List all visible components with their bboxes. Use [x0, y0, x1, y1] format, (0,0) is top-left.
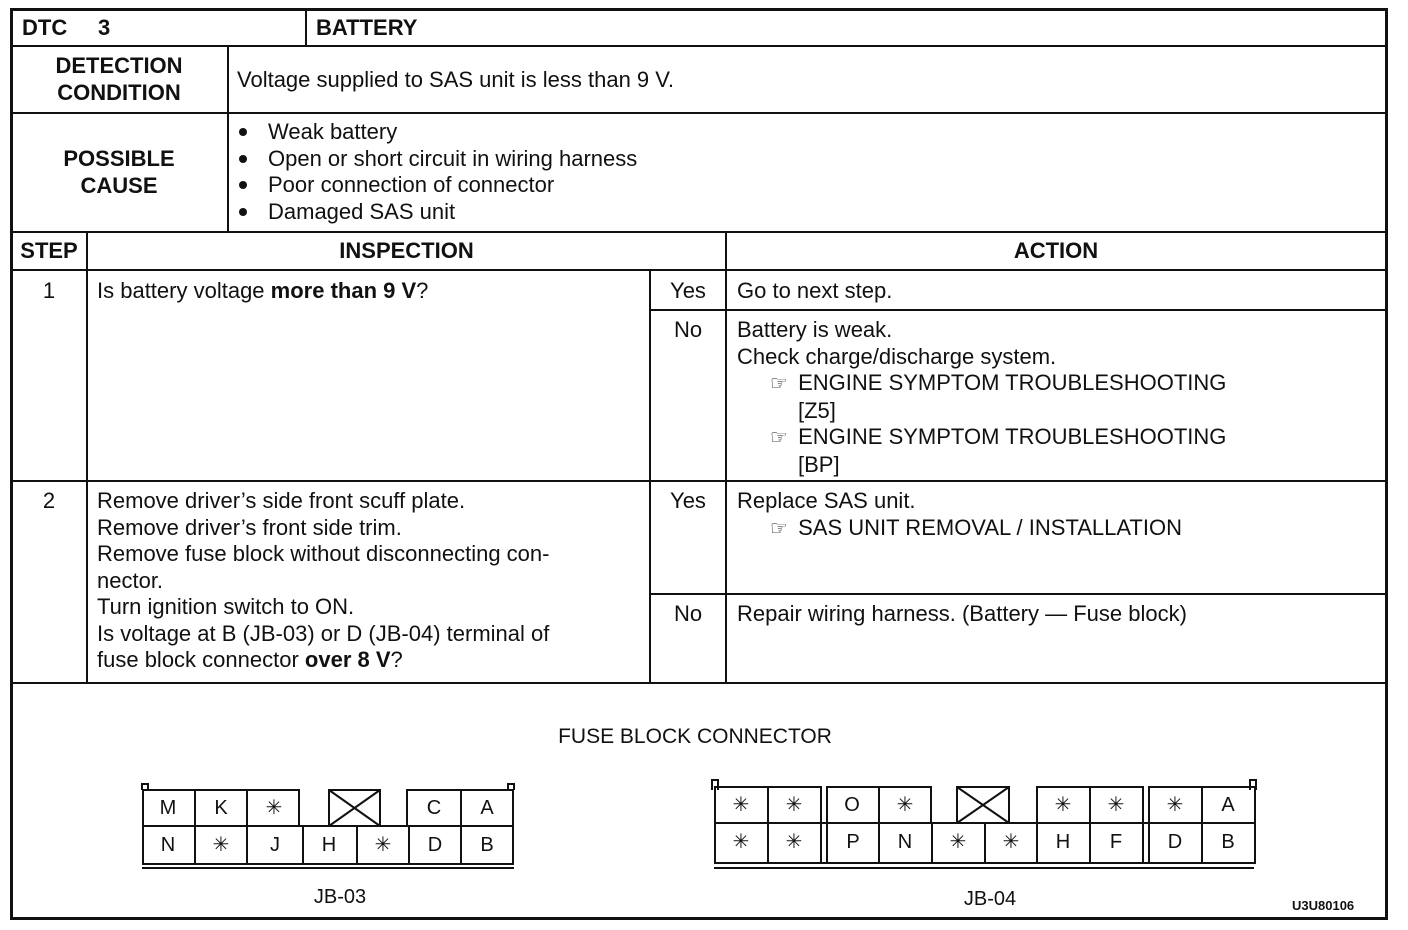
pointing-hand-icon: ☞ — [770, 517, 788, 540]
step-number: 1 — [42, 278, 56, 303]
pin-label: ✳ — [1002, 831, 1020, 853]
pointing-hand-icon: ☞ — [770, 427, 788, 449]
action-header: ACTION — [1013, 238, 1099, 263]
step-number: 2 — [42, 488, 56, 513]
pin-label: ✳ — [212, 834, 230, 856]
dtc-number: 3 — [98, 15, 111, 40]
diagram-title: FUSE BLOCK CONNECTOR — [558, 725, 832, 748]
detection-label: DETECTION CONDITION — [55, 53, 183, 105]
step-1-no-label: No — [673, 317, 703, 342]
pin-label: H — [1055, 831, 1071, 853]
pointing-hand-icon: ☞ — [770, 373, 788, 395]
list-item: Damaged SAS unit — [230, 199, 637, 226]
step-1-no-action: Battery is weak. Check charge/discharge system. ☞ ENGINE SYMPTOM TROUBLESHOOTING [Z5] ☞ ENGINE SYMPTOM TROUBLESHOOTING [BP] — [737, 317, 1227, 477]
pin-label: B — [1221, 831, 1235, 853]
pin-label: B — [480, 834, 494, 856]
possible-cause-list — [230, 119, 637, 225]
list-item: Weak battery — [230, 119, 637, 146]
step-header: STEP — [20, 238, 78, 263]
step-1-yes-label: Yes — [670, 278, 706, 303]
pin-label: N — [897, 831, 913, 853]
pin-label: K — [214, 797, 228, 819]
pin-label: F — [1109, 831, 1123, 853]
pin-label: M — [159, 797, 177, 819]
pin-label: ✳ — [1166, 794, 1184, 816]
step-1-yes-action: Go to next step. — [737, 278, 893, 303]
pin-label: ✳ — [1107, 794, 1125, 816]
step-2-inspection: Remove driver’s side front scuff plate. Remove driver’s front side trim. Remove fuse block without disconnecting con- nector. Turn ignition switch to ON. Is voltage at B (JB-03) or D (JB-04) terminal of fuse block connector over 8 V? — [97, 488, 550, 672]
dtc-label: DTC — [22, 15, 68, 40]
pin-label: O — [844, 794, 860, 816]
pin-label: ✳ — [732, 831, 750, 853]
pin-label: ✳ — [1054, 794, 1072, 816]
blocked-cavity-icon — [956, 786, 1010, 824]
inspection-header: INSPECTION — [339, 238, 474, 263]
possible-cause-label: POSSIBLE CAUSE — [63, 146, 175, 198]
blocked-cavity-icon — [328, 789, 381, 827]
step-1-inspection: Is battery voltage more than 9 V? — [97, 278, 429, 303]
jb03-label: JB-03 — [313, 886, 367, 908]
step-2-yes-action: Replace SAS unit. ☞ SAS UNIT REMOVAL / INSTALLATION — [737, 488, 1182, 542]
pin-label: ✳ — [949, 831, 967, 853]
page-title: BATTERY — [316, 15, 418, 40]
pin-label: ✳ — [265, 797, 283, 819]
figure-code: U3U80106 — [1292, 898, 1355, 913]
jb04-label: JB-04 — [963, 888, 1017, 910]
step-2-no-action: Repair wiring harness. (Battery — Fuse block) — [737, 601, 1187, 626]
pin-label: D — [1167, 831, 1183, 853]
pin-label: H — [321, 834, 337, 856]
detection-text: Voltage supplied to SAS unit is less than 9 V. — [237, 67, 675, 92]
list-item: Open or short circuit in wiring harness — [230, 146, 637, 173]
pin-label: ✳ — [785, 831, 803, 853]
pin-label: ✳ — [785, 794, 803, 816]
pin-label: A — [480, 797, 494, 819]
step-2-no-label: No — [673, 601, 703, 626]
pin-label: C — [426, 797, 442, 819]
pin-label: N — [160, 834, 176, 856]
pin-label: ✳ — [732, 794, 750, 816]
pin-label: ✳ — [896, 794, 914, 816]
list-item: Poor connection of connector — [230, 172, 637, 199]
step-2-yes-label: Yes — [670, 488, 706, 513]
pin-label: D — [427, 834, 443, 856]
pin-label: ✳ — [374, 834, 392, 856]
pin-label: A — [1221, 794, 1235, 816]
pin-label: P — [846, 831, 860, 853]
pin-label: J — [270, 834, 280, 856]
